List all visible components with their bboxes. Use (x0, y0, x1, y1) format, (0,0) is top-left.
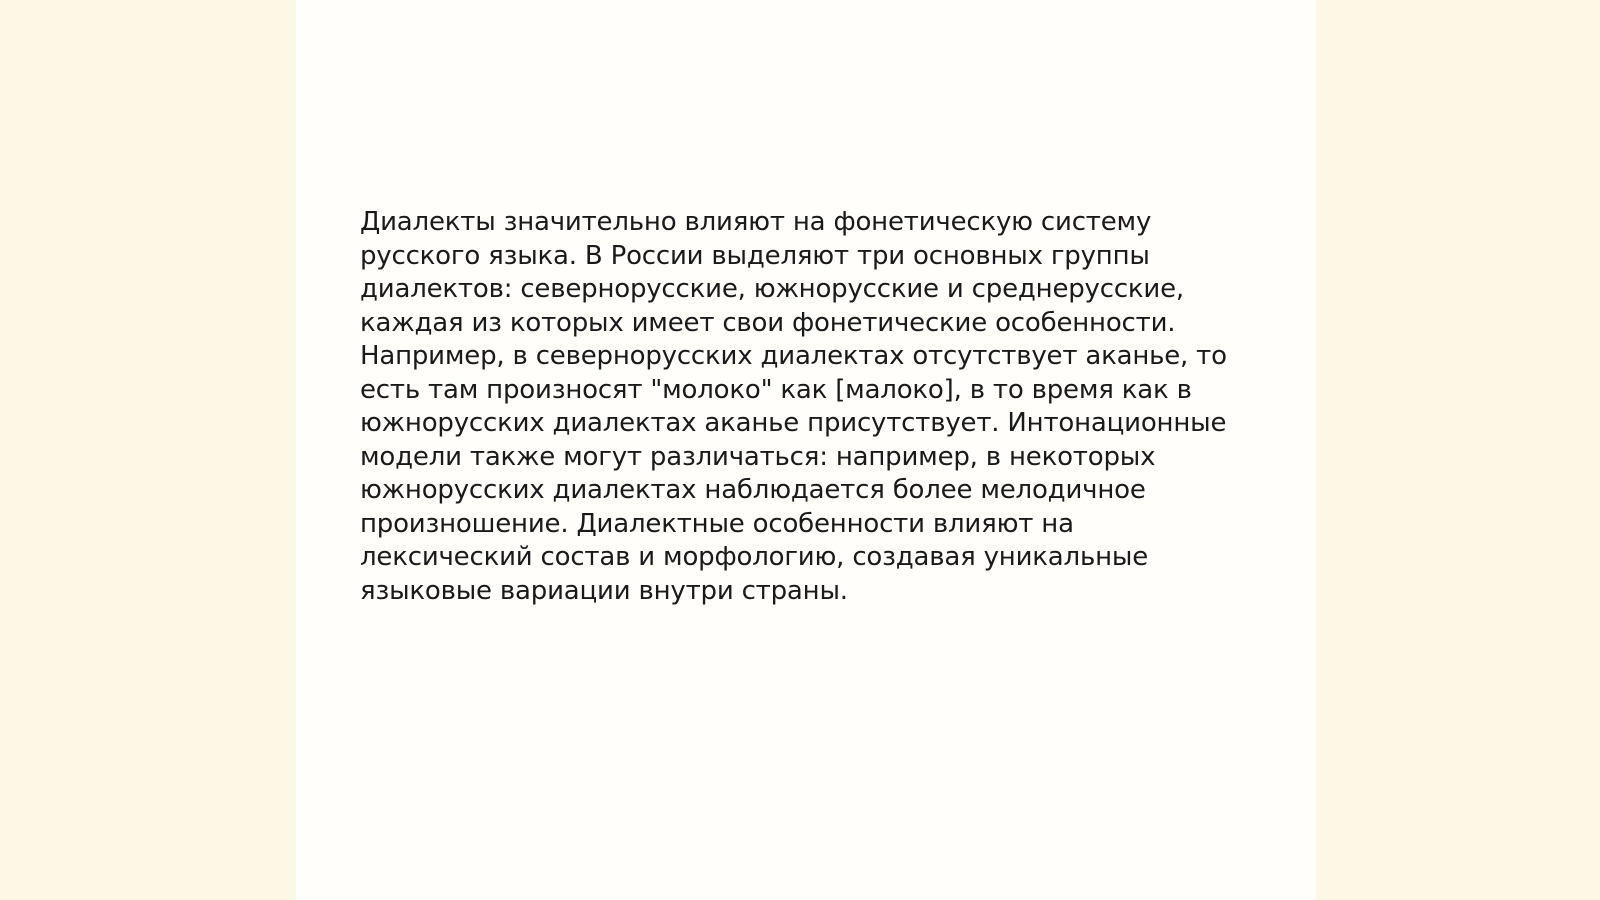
body-paragraph: Диалекты значительно влияют на фонетическую систему русского языка. В России выделяют три основных группы диалектов: севернорусские, южнорусские и среднерусские, каждая из которых имеет свои фонетические особенности. Например, в севернорусских диалектах отсутствует аканье, то есть там произносят "молоко" как [малоко], в то время как в южнорусских диалектах аканье присутствует. Интонационные модели также могут различаться: например, в некоторых южнорусских диалектах наблюдается более мелодичное произношение. Диалектные особенности влияют на лексический состав и морфологию, создавая уникальные языковые вариации внутри страны. (360, 207, 1227, 606)
